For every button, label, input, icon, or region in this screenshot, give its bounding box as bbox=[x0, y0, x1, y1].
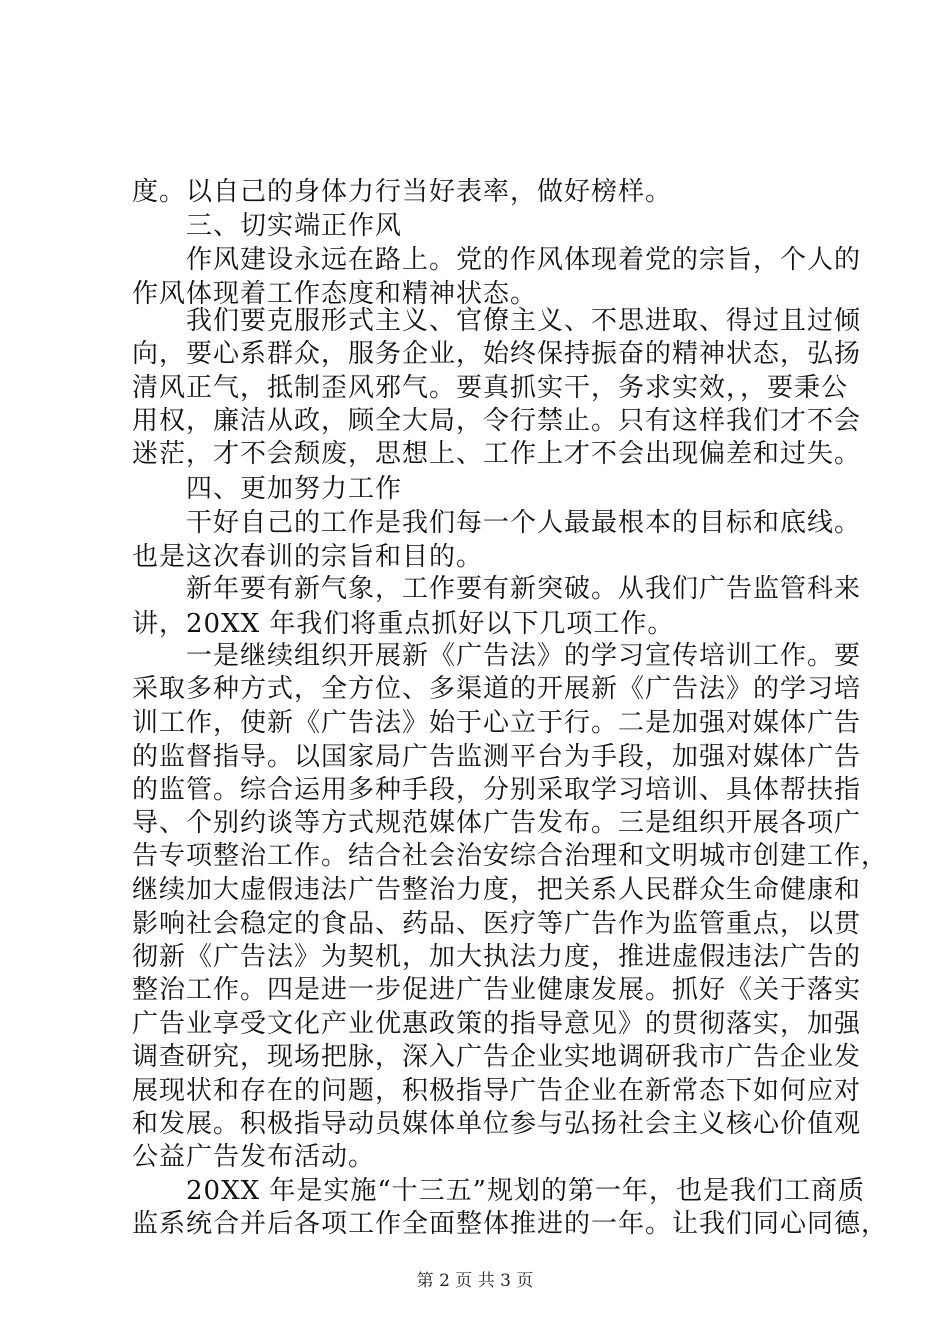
text-line: 彻新《广告法》为契机，加大执法力度，推进虚假违法广告的 bbox=[132, 942, 862, 972]
text-line: 向，要心系群众，服务企业，始终保持振奋的精神状态，弘扬 bbox=[132, 339, 862, 369]
section-heading: 四、更加努力工作 bbox=[132, 474, 403, 504]
text-line: 20XX 年是实施“十三五”规划的第一年，也是我们工商质 bbox=[132, 1176, 865, 1206]
text-line: 继续加大虚假违法广告整治力度，把关系人民群众生命健康和 bbox=[132, 875, 862, 905]
text-line: 清风正气，抵制歪风邪气。要真抓实干，务求实效，，要秉公 bbox=[132, 373, 849, 403]
text-line: 我们要克服形式主义、官僚主义、不思进取、得过且过倾 bbox=[132, 306, 862, 336]
text-line: 迷茫，才不会颓废，思想上、工作上才不会出现偏差和过失。 bbox=[132, 439, 862, 469]
text-line: 用权，廉洁从政，顾全大局，令行禁止。只有这样我们才不会 bbox=[132, 406, 862, 436]
text-line: 作风体现着工作态度和精神状态。 bbox=[132, 279, 538, 309]
text-line: 导、个别约谈等方式规范媒体广告发布。三是组织开展各项广 bbox=[132, 808, 862, 838]
text-line: 训工作，使新《广告法》始于心立于行。二是加强对媒体广告 bbox=[132, 708, 862, 738]
text-line: 调查研究，现场把脉，深入广告企业实地调研我市广告企业发 bbox=[132, 1042, 862, 1072]
text-line: 影响社会稳定的食品、药品、医疗等广告作为监管重点，以贯 bbox=[132, 909, 862, 939]
section-heading: 三、切实端正作风 bbox=[132, 211, 403, 241]
text-line: 的监管。综合运用多种手段，分别采取学习培训、具体帮扶指 bbox=[132, 775, 862, 805]
text-line: 作风建设永远在路上。党的作风体现着党的宗旨，个人的 bbox=[132, 245, 862, 275]
text-line: 讲，20XX 年我们将重点抓好以下几项工作。 bbox=[132, 609, 675, 639]
text-line: 监系统合并后各项工作全面整体推进的一年。让我们同心同德， bbox=[132, 1209, 889, 1239]
text-line: 告专项整治工作。结合社会治安综合治理和文明城市创建工作， bbox=[132, 841, 889, 871]
text-line: 一是继续组织开展新《广告法》的学习宣传培训工作。要 bbox=[132, 641, 862, 671]
text-line: 采取多种方式，全方位、多渠道的开展新《广告法》的学习培 bbox=[132, 674, 862, 704]
text-line: 和发展。积极指导动员媒体单位参与弘扬社会主义核心价值观 bbox=[132, 1109, 862, 1139]
page-number-footer: 第 2 页 共 3 页 bbox=[416, 1271, 534, 1291]
text-line: 公益广告发布活动。 bbox=[132, 1142, 376, 1172]
text-line: 干好自己的工作是我们每一个人最最根本的目标和底线。 bbox=[132, 508, 862, 538]
text-line: 广告业享受文化产业优惠政策的指导意见》的贯彻落实，加强 bbox=[132, 1009, 862, 1039]
text-line: 度。以自己的身体力行当好表率，做好榜样。 bbox=[132, 177, 673, 207]
text-line: 整治工作。四是进一步促进广告业健康发展。抓好《关于落实 bbox=[132, 975, 862, 1005]
text-line: 新年要有新气象，工作要有新突破。从我们广告监管科来 bbox=[132, 574, 862, 604]
text-line: 也是这次春训的宗旨和目的。 bbox=[132, 542, 484, 572]
text-line: 展现状和存在的问题，积极指导广告企业在新常态下如何应对 bbox=[132, 1076, 862, 1106]
text-line: 的监督指导。以国家局广告监测平台为手段，加强对媒体广告 bbox=[132, 742, 862, 772]
